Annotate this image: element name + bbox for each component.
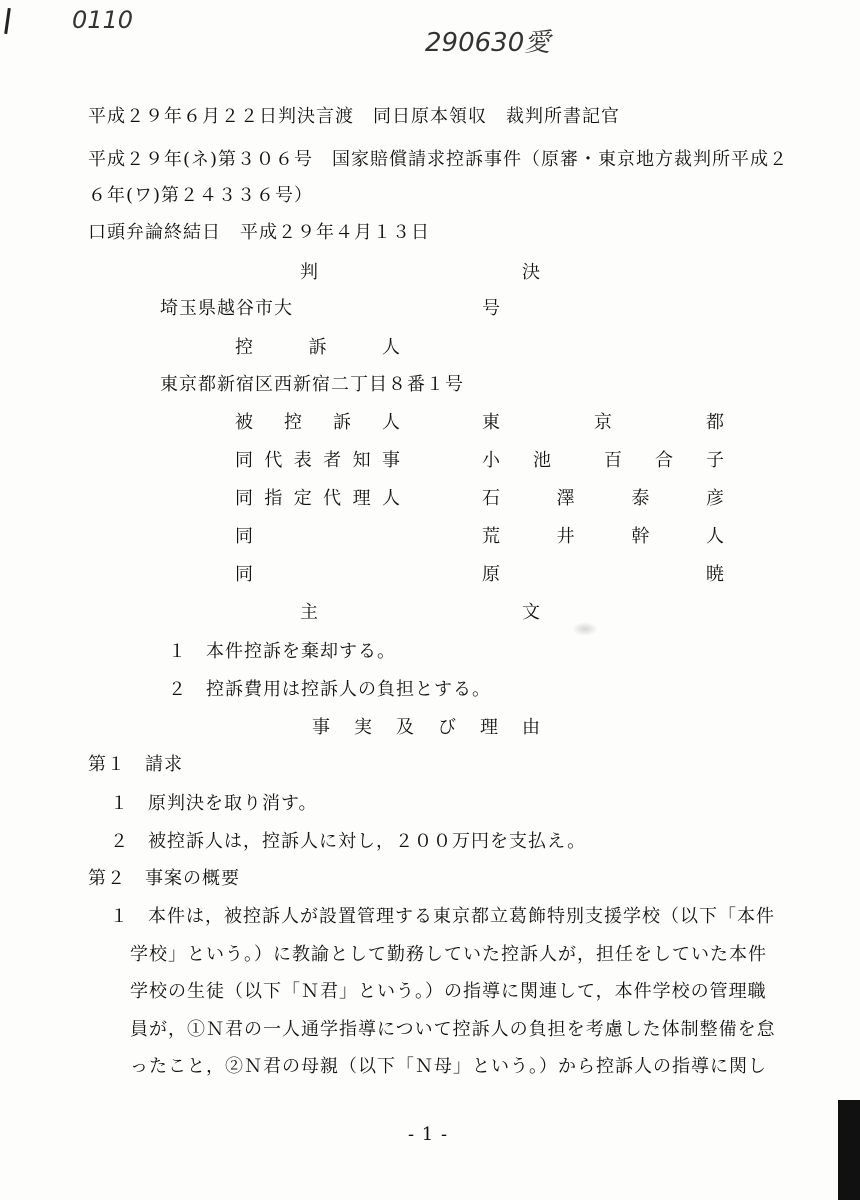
scan-edge xyxy=(838,1100,860,1200)
paragraph-line: ったこと，②Ｎ君の母親（以下「Ｎ母」という。）から控訴人の指導に関し xyxy=(130,1056,767,1077)
title-main-text xyxy=(300,598,540,624)
role-char: 人 xyxy=(381,488,400,509)
section2-heading: 第２ 事案の概要 xyxy=(88,868,240,889)
page-number: - 1 - xyxy=(408,1124,449,1145)
handwritten-number: 0110 xyxy=(72,6,134,34)
header-line-2: 平成２９年(ネ)第３０６号 国家賠償請求控訴事件（原審・東京地方裁判所平成２ xyxy=(88,149,789,170)
name-char: 澤 xyxy=(556,488,575,509)
agent-name-3 xyxy=(482,560,724,586)
role-char: 事 xyxy=(381,450,400,471)
name-char: 小 xyxy=(482,450,500,471)
title-char: 決 xyxy=(522,262,540,283)
agent-role-same: 同 xyxy=(235,564,254,585)
role-char: 訴 xyxy=(333,412,351,433)
name-char: 石 xyxy=(482,488,500,509)
role-char: 訴 xyxy=(308,337,327,358)
main-text-item: ２ 控訴費用は控訴人の負担とする。 xyxy=(168,679,491,700)
role-char: 人 xyxy=(382,412,400,433)
role-char: 被 xyxy=(235,412,253,433)
paragraph-line: 員が，①Ｎ君の一人通学指導について控訴人の負担を考慮した体制整備を怠 xyxy=(130,1019,776,1040)
representative-name xyxy=(482,446,724,472)
paragraph-line: 学校」という。）に教諭として勤務していた控訴人が，担任をしていた本件 xyxy=(130,944,767,965)
role-char: 代 xyxy=(264,450,283,471)
name-char: 都 xyxy=(706,412,724,433)
role-char: 指 xyxy=(264,488,283,509)
role-char: 控 xyxy=(235,337,253,358)
header-line-1: 平成２９年６月２２日判決言渡 同日原本領収 裁判所書記官 xyxy=(88,106,620,127)
role-char: 代 xyxy=(323,488,342,509)
role-char: 同 xyxy=(235,488,253,509)
title-char: 文 xyxy=(522,602,540,623)
paragraph-line: １ 本件は，被控訴人が設置管理する東京都立葛飾特別支援学校（以下「本件 xyxy=(110,906,775,927)
name-char: 荒 xyxy=(482,526,500,547)
appellant-address-suffix: 号 xyxy=(482,298,501,319)
section1-heading: 第１ 請求 xyxy=(88,754,183,775)
role-char: 人 xyxy=(382,337,400,358)
role-char: 同 xyxy=(235,450,253,471)
title-facts-reasons xyxy=(312,713,540,739)
title-char: 実 xyxy=(354,717,372,738)
name-char: 東 xyxy=(482,412,500,433)
name-char: 原 xyxy=(482,564,500,585)
title-char: 主 xyxy=(300,602,318,623)
role-char: 控 xyxy=(284,412,302,433)
scan-smudge xyxy=(572,622,598,636)
header-line-3: ６年(ワ)第２４３３６号） xyxy=(88,185,314,206)
name-char: 合 xyxy=(655,450,673,471)
name-char: 京 xyxy=(594,412,612,433)
agent-name-2 xyxy=(482,522,724,548)
role-char: 表 xyxy=(293,450,312,471)
role-char: 定 xyxy=(293,488,312,509)
role-char: 知 xyxy=(352,450,371,471)
title-char: 及 xyxy=(396,717,414,738)
appellant-address: 埼玉県越谷市大 xyxy=(160,298,293,319)
agent-name-1 xyxy=(482,484,724,510)
name-char: 幹 xyxy=(631,526,650,547)
appellant-role xyxy=(235,333,400,359)
title-char: 理 xyxy=(480,717,498,738)
title-char: 由 xyxy=(522,717,540,738)
name-char: 人 xyxy=(705,526,724,547)
appellee-name xyxy=(482,408,724,434)
handwritten-stamp-code: 290630愛 xyxy=(425,28,551,58)
name-char: 泰 xyxy=(631,488,650,509)
title-judgment xyxy=(300,258,540,284)
name-char: 百 xyxy=(604,450,622,471)
role-char: 理 xyxy=(352,488,371,509)
agent-role xyxy=(235,484,400,510)
header-line-4: 口頭弁論終結日 平成２９年４月１３日 xyxy=(88,222,430,243)
section1-item: １ 原判決を取り消す。 xyxy=(110,793,318,814)
representative-role xyxy=(235,446,400,472)
name-char: 子 xyxy=(706,450,724,471)
role-char: 者 xyxy=(323,450,342,471)
name-char: 暁 xyxy=(706,564,724,585)
name-char: 井 xyxy=(556,526,575,547)
title-char: び xyxy=(438,717,456,738)
appellee-role xyxy=(235,408,400,434)
name-char: 池 xyxy=(533,450,551,471)
appellee-address: 東京都新宿区西新宿二丁目８番１号 xyxy=(160,374,464,395)
name-char: 彦 xyxy=(705,488,724,509)
main-text-item: １ 本件控訴を棄却する。 xyxy=(168,641,396,662)
margin-mark xyxy=(4,8,11,34)
title-char: 判 xyxy=(300,262,318,283)
agent-role-same: 同 xyxy=(235,526,254,547)
paragraph-line: 学校の生徒（以下「Ｎ君」という。）の指導に関連して，本件学校の管理職 xyxy=(130,981,767,1002)
section1-item: ２ 被控訴人は，控訴人に対し，２００万円を支払え。 xyxy=(110,831,587,852)
title-char: 事 xyxy=(312,717,330,738)
